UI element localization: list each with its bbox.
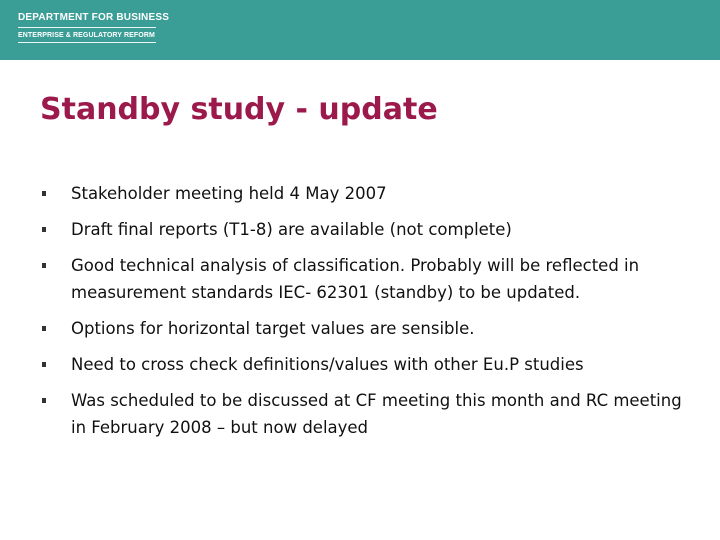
bullet-item bbox=[40, 315, 700, 342]
bullet-square-icon bbox=[42, 191, 46, 196]
bullet-text: Options for horizontal target values are sensible. bbox=[71, 319, 475, 338]
bullet-item bbox=[40, 351, 700, 378]
bullet-item bbox=[40, 216, 700, 243]
bullet-square-icon bbox=[42, 326, 46, 331]
slide-title: Standby study - update bbox=[40, 92, 438, 127]
bullet-square-icon bbox=[42, 227, 46, 232]
bullet-item bbox=[40, 180, 700, 207]
department-logo bbox=[18, 12, 170, 43]
logo-underline bbox=[18, 42, 156, 43]
logo-department-text: DEPARTMENT FOR BUSINESS bbox=[18, 12, 170, 23]
bullet-text: Need to cross check definitions/values with other Eu.P studies bbox=[71, 355, 584, 374]
bullet-text: Good technical analysis of classification. Probably will be reflected in measurement standards IEC- 62301 (standby) to be updated. bbox=[71, 256, 640, 302]
logo-divider bbox=[18, 27, 156, 28]
header-banner bbox=[0, 0, 720, 60]
bullet-item bbox=[40, 387, 700, 441]
bullet-square-icon bbox=[42, 263, 46, 268]
bullet-text: Stakeholder meeting held 4 May 2007 bbox=[71, 184, 387, 203]
bullet-text: Was scheduled to be discussed at CF meeting this month and RC meeting in February 2008 – but now delayed bbox=[71, 391, 682, 437]
bullet-square-icon bbox=[42, 362, 46, 367]
bullet-square-icon bbox=[42, 398, 46, 403]
bullet-item bbox=[40, 252, 700, 306]
logo-subtitle-text: ENTERPRISE & REGULATORY REFORM bbox=[18, 32, 155, 39]
bullet-list bbox=[40, 180, 700, 450]
bullet-text: Draft final reports (T1-8) are available (not complete) bbox=[71, 220, 512, 239]
